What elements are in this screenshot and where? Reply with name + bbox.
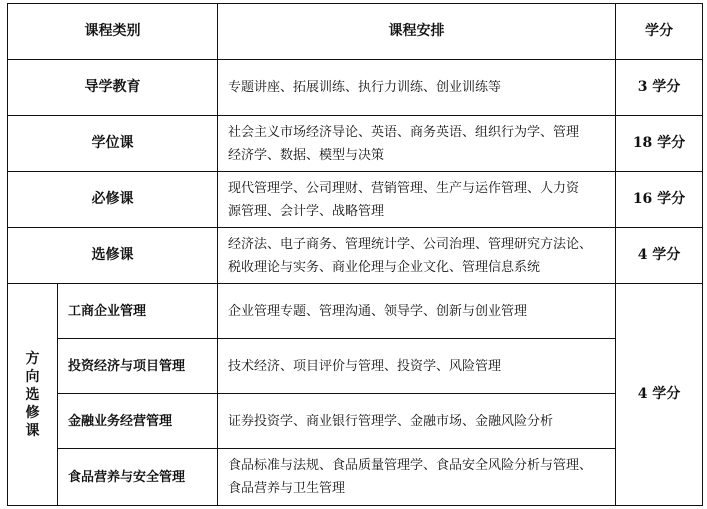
category-cell: 导学教育	[8, 60, 218, 116]
schedule-line: 源管理、会计学、战略管理	[228, 203, 385, 219]
direction-elective-label	[8, 284, 58, 506]
schedule-cell	[218, 172, 616, 228]
schedule-line: 经济学、数据、模型与决策	[228, 147, 385, 163]
category-cell: 学位课	[8, 116, 218, 172]
credits-cell: 18 学分	[616, 116, 703, 172]
table-header-row	[8, 4, 703, 60]
schedule-cell	[218, 60, 616, 116]
direction-name-cell: 工商企业管理	[58, 284, 218, 339]
category-cell: 必修课	[8, 172, 218, 228]
course-table-container	[7, 3, 703, 506]
schedule-line: 社会主义市场经济导论、英语、商务英语、组织行为学、管理	[228, 124, 580, 140]
schedule-line: 税收理论与实务、商业伦理与企业文化、管理信息系统	[228, 259, 541, 275]
direction-name-cell: 投资经济与项目管理	[58, 339, 218, 394]
schedule-line: 专题讲座、拓展训练、执行力训练、创业训练等	[228, 80, 502, 95]
credits-cell: 4 学分	[616, 284, 703, 506]
header-credits: 学分	[616, 4, 703, 60]
label-char: 课	[25, 422, 40, 439]
table-row	[8, 449, 703, 506]
direction-name-cell: 食品营养与安全管理	[58, 449, 218, 506]
header-category: 课程类别	[8, 4, 218, 60]
schedule-cell	[218, 449, 616, 506]
table-row	[8, 172, 703, 228]
schedule-cell	[218, 339, 616, 394]
credits-cell: 4 学分	[616, 228, 703, 284]
category-cell: 选修课	[8, 228, 218, 284]
schedule-line: 经济法、电子商务、管理统计学、公司治理、管理研究方法论、	[228, 236, 593, 252]
schedule-cell	[218, 394, 616, 449]
label-char: 修	[25, 404, 40, 421]
schedule-line: 证券投资学、商业银行管理学、金融市场、金融风险分析	[228, 413, 554, 429]
direction-name-cell: 金融业务经营管理	[58, 394, 218, 449]
schedule-line: 现代管理学、公司理财、营销管理、生产与运作管理、人力资	[228, 180, 580, 196]
table-row	[8, 228, 703, 284]
credits-cell: 3 学分	[616, 60, 703, 116]
course-schedule-table	[7, 3, 703, 506]
table-row	[8, 60, 703, 116]
label-char: 向	[25, 368, 40, 385]
header-schedule: 课程安排	[218, 4, 616, 60]
table-row	[8, 284, 703, 339]
schedule-cell	[218, 228, 616, 284]
schedule-line: 食品标准与法规、食品质量管理学、食品安全风险分析与管理、	[228, 458, 593, 473]
table-row	[8, 394, 703, 449]
table-row	[8, 116, 703, 172]
schedule-cell	[218, 284, 616, 339]
schedule-cell	[218, 116, 616, 172]
schedule-line: 企业管理专题、管理沟通、领导学、创新与创业管理	[228, 303, 528, 319]
label-char: 选	[25, 386, 40, 403]
table-row	[8, 339, 703, 394]
schedule-line: 技术经济、项目评价与管理、投资学、风险管理	[228, 358, 502, 374]
credits-cell: 16 学分	[616, 172, 703, 228]
label-char: 方	[25, 350, 40, 367]
schedule-line: 食品营养与卫生管理	[228, 481, 346, 496]
